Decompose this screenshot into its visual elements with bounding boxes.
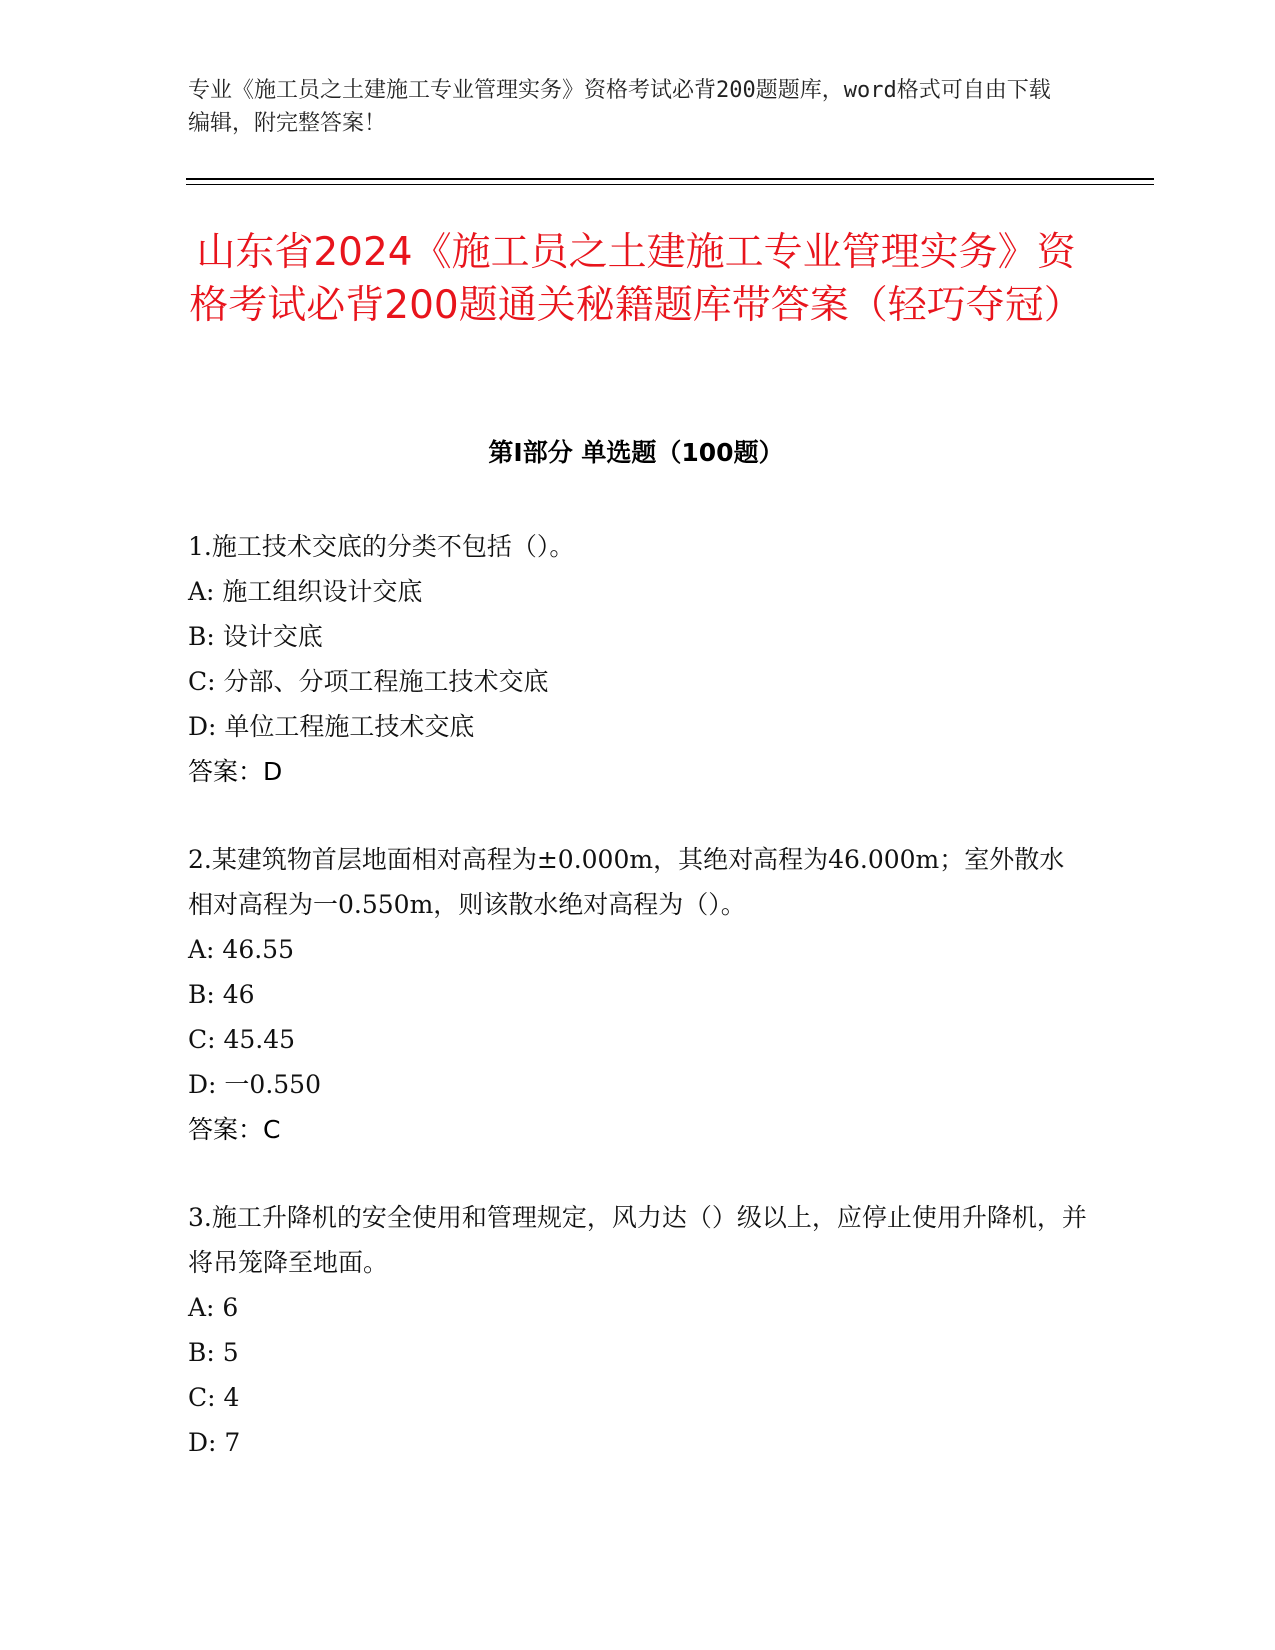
answer: 答案：C <box>188 1115 281 1144</box>
question-stem: 3.施工升降机的安全使用和管理规定，风力达（）级以上，应停止使用升降机，并将吊笼降至地面。 <box>188 1203 1087 1277</box>
header-note: 专业《施工员之土建施工专业管理实务》资格考试必背200题题库，word格式可自由下载编辑，附完整答案！ <box>188 78 1051 136</box>
option-a: A: 施工组织设计交底 <box>188 577 423 606</box>
document-title: 山东省2024《施工员之土建施工专业管理实务》资格考试必背200题通关秘籍题库带答案（轻巧夺冠） <box>189 230 1083 328</box>
option-d: D: 7 <box>188 1428 241 1457</box>
section-title: 第Ⅰ部分 单选题（100题） <box>488 438 784 467</box>
option-b: B: 设计交底 <box>188 622 323 651</box>
option-c: C: 分部、分项工程施工技术交底 <box>188 667 549 696</box>
question-1 <box>188 524 1088 794</box>
answer: 答案：D <box>188 757 283 786</box>
option-c: C: 45.45 <box>188 1025 296 1054</box>
option-d: D: 单位工程施工技术交底 <box>188 712 475 741</box>
question-3 <box>188 1195 1088 1465</box>
question-list <box>188 524 1088 1508</box>
option-b: B: 5 <box>188 1338 239 1367</box>
header-divider-thick <box>186 178 1154 180</box>
option-d: D: 一0.550 <box>188 1070 321 1099</box>
option-b: B: 46 <box>188 980 255 1009</box>
question-2 <box>188 837 1088 1152</box>
option-a: A: 46.55 <box>188 935 294 964</box>
header-divider-thin <box>186 184 1154 185</box>
question-stem: 1.施工技术交底的分类不包括（）。 <box>188 532 575 561</box>
option-c: C: 4 <box>188 1383 240 1412</box>
option-a: A: 6 <box>188 1293 239 1322</box>
question-stem: 2.某建筑物首层地面相对高程为±0.000m，其绝对高程为46.000m；室外散水相对高程为一0.550m，则该散水绝对高程为（）。 <box>188 845 1065 919</box>
